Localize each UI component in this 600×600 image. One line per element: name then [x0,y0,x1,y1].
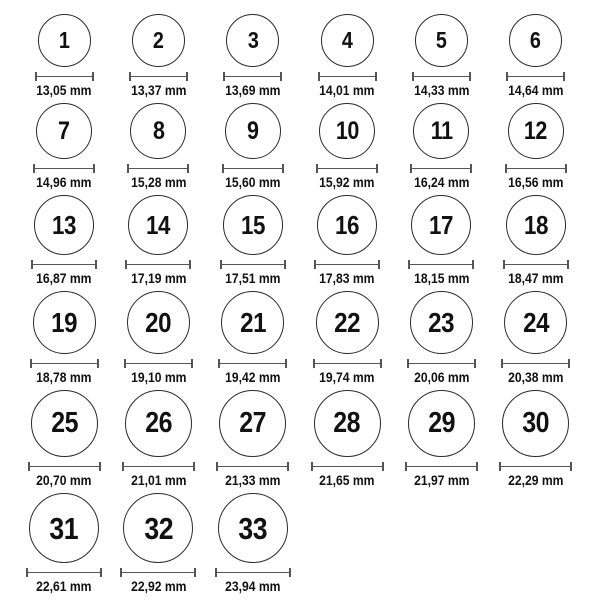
ring-circle [319,103,375,159]
diameter-label: 16,24 mm [413,175,470,190]
ring-size-number: 32 [144,510,173,546]
ring-size-item [300,291,394,386]
diameter-measure-line [125,260,191,269]
diameter-label: 14,33 mm [413,83,470,98]
ring-size-number: 18 [523,210,548,240]
diameter-label: 13,05 mm [36,83,92,98]
ring-circle [506,195,566,255]
chart-row [17,195,583,287]
diameter-label: 22,61 mm [36,579,92,594]
ring-circle [125,390,192,457]
diameter-label: 14,96 mm [36,175,92,190]
diameter-label: 19,42 mm [225,370,281,385]
ring-circle [31,390,98,457]
diameter-measure-line [223,72,282,81]
diameter-label: 23,94 mm [225,579,281,594]
ring-size-item [111,291,205,386]
ring-size-item [488,291,582,386]
ring-size-number: 8 [152,116,165,145]
diameter-measure-line [127,164,189,173]
ring-size-number: 11 [430,116,453,145]
ring-size-item [17,291,111,386]
ring-size-item [206,103,300,191]
diameter-label: 19,10 mm [130,370,187,385]
ring-size-number: 17 [429,210,454,240]
ring-circle [33,291,96,354]
ring-size-number: 28 [333,407,361,439]
diameter-label: 17,83 mm [319,271,375,286]
diameter-measure-line [222,164,284,173]
ring-size-number: 9 [246,116,259,145]
diameter-label: 18,47 mm [507,271,564,286]
ring-size-number: 20 [145,306,172,338]
ring-size-number: 2 [153,27,164,53]
ring-circle [413,103,469,159]
diameter-measure-line [318,72,377,81]
ring-circle [317,195,377,255]
diameter-label: 21,97 mm [413,473,470,488]
ring-circle [127,291,190,354]
ring-size-item [394,195,488,287]
chart-row [17,493,583,595]
ring-size-item [394,390,488,489]
chart-row [17,390,583,489]
diameter-label: 18,78 mm [36,370,92,385]
ring-circle [411,195,471,255]
diameter-measure-line [412,72,471,81]
ring-size-number: 10 [335,116,359,145]
ring-circle [225,103,281,159]
diameter-measure-line [408,260,474,269]
ring-circle [128,195,188,255]
diameter-measure-line [129,72,188,81]
ring-size-item [17,103,111,191]
ring-circle [316,291,379,354]
ring-size-number: 29 [427,407,455,439]
diameter-label: 15,92 mm [319,175,375,190]
ring-circle [38,14,91,67]
ring-circle [132,14,185,67]
ring-size-item [206,493,300,595]
diameter-label: 16,56 mm [507,175,564,190]
ring-circle [314,390,381,457]
diameter-label: 22,92 mm [130,579,187,594]
ring-circle [410,291,473,354]
diameter-measure-line [216,462,289,471]
ring-circle [502,390,569,457]
ring-size-number: 4 [341,27,353,53]
diameter-measure-line [30,359,99,368]
ring-size-item [300,390,394,489]
ring-circle [509,14,562,67]
diameter-measure-line [313,359,382,368]
diameter-measure-line [311,462,384,471]
ring-circle [123,493,193,563]
diameter-label: 17,19 mm [130,271,187,286]
diameter-measure-line [215,568,291,577]
ring-size-item [206,390,300,489]
ring-size-number: 7 [58,116,70,145]
diameter-label: 21,01 mm [130,473,187,488]
ring-size-number: 27 [239,407,267,439]
diameter-measure-line [31,260,97,269]
ring-size-item [17,493,111,595]
diameter-measure-line [405,462,478,471]
ring-circle [29,493,99,563]
ring-size-item [488,390,582,489]
ring-size-item [111,390,205,489]
ring-circle [504,291,567,354]
diameter-measure-line [122,462,195,471]
chart-row [17,291,583,386]
ring-size-number: 22 [334,306,360,338]
ring-size-number: 5 [436,27,447,53]
ring-circle [226,14,279,67]
ring-size-number: 19 [51,306,78,338]
ring-size-number: 16 [335,210,360,240]
diameter-measure-line [501,359,570,368]
ring-size-item [488,14,582,99]
ring-size-number: 25 [50,407,78,439]
diameter-label: 17,51 mm [225,271,281,286]
diameter-measure-line [35,72,94,81]
ring-size-item [206,291,300,386]
ring-size-item [206,14,300,99]
ring-circle [408,390,475,457]
ring-circle [219,390,286,457]
ring-circle [221,291,284,354]
diameter-measure-line [220,260,286,269]
diameter-label: 14,01 mm [319,83,375,98]
diameter-label: 21,33 mm [225,473,281,488]
ring-size-number: 24 [522,306,549,338]
ring-size-item [111,14,205,99]
diameter-label: 13,37 mm [130,83,187,98]
ring-circle [321,14,374,67]
diameter-label: 15,28 mm [130,175,187,190]
diameter-measure-line [124,359,193,368]
diameter-label: 22,29 mm [507,473,564,488]
ring-size-item [488,195,582,287]
diameter-measure-line [33,164,95,173]
ring-size-item [206,195,300,287]
diameter-label: 14,64 mm [507,83,564,98]
ring-size-number: 14 [146,210,171,240]
ring-size-item [394,103,488,191]
ring-size-number: 12 [524,116,548,145]
ring-circle [34,195,94,255]
ring-size-item [17,195,111,287]
ring-size-item [300,195,394,287]
diameter-label: 13,69 mm [225,83,281,98]
diameter-label: 20,38 mm [507,370,564,385]
ring-size-item [488,103,582,191]
ring-size-number: 21 [239,306,266,338]
diameter-measure-line [316,164,378,173]
ring-size-number: 30 [522,407,550,439]
diameter-label: 20,06 mm [413,370,470,385]
ring-size-item [111,195,205,287]
ring-circle [218,493,288,563]
ring-size-number: 31 [49,510,79,546]
ring-size-number: 3 [247,27,259,53]
ring-size-item [394,291,488,386]
ring-size-number: 33 [238,510,268,546]
ring-size-number: 15 [240,210,265,240]
ring-size-item [17,14,111,99]
ring-circle [130,103,186,159]
ring-size-number: 26 [144,407,172,439]
ring-circle [415,14,468,67]
diameter-label: 18,15 mm [413,271,470,286]
diameter-label: 20,70 mm [36,473,92,488]
ring-circle [36,103,92,159]
ring-circle [223,195,283,255]
ring-size-number: 23 [428,306,455,338]
diameter-label: 16,87 mm [36,271,92,286]
diameter-measure-line [26,568,102,577]
diameter-measure-line [499,462,572,471]
ring-size-item [111,103,205,191]
chart-row [17,103,583,191]
ring-size-item [111,493,205,595]
ring-size-item [300,14,394,99]
diameter-measure-line [120,568,196,577]
diameter-measure-line [407,359,476,368]
diameter-measure-line [506,72,565,81]
ring-size-number: 6 [530,27,541,53]
diameter-measure-line [503,260,569,269]
diameter-label: 19,74 mm [319,370,375,385]
ring-size-item [300,103,394,191]
ring-circle [508,103,564,159]
diameter-label: 15,60 mm [225,175,281,190]
diameter-measure-line [28,462,101,471]
ring-size-number: 13 [52,210,77,240]
diameter-measure-line [218,359,287,368]
ring-size-item [17,390,111,489]
diameter-measure-line [505,164,567,173]
ring-size-item [394,14,488,99]
diameter-measure-line [314,260,380,269]
diameter-label: 21,65 mm [319,473,375,488]
chart-row [17,14,583,99]
ring-size-number: 1 [58,27,70,53]
diameter-measure-line [410,164,472,173]
